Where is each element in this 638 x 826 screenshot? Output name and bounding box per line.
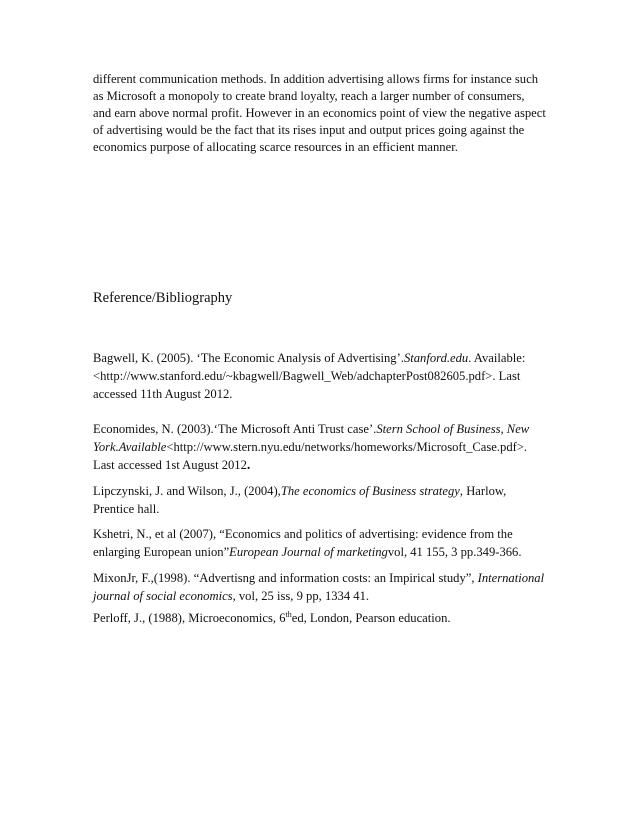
- intro-paragraph: [93, 71, 563, 156]
- ref-url: <http://www.stanford.edu/~kbagwell/Bagwell_Web/adchapterPost082605.pdf>. Last: [93, 369, 521, 383]
- ref-text: Lipczynski, J. and Wilson, J., (2004),: [93, 484, 281, 498]
- reference-entry-mixon: [93, 569, 573, 605]
- ref-text: , Harlow,: [459, 484, 507, 498]
- ref-source: The economics of Business strategy: [280, 484, 460, 498]
- bibliography-heading: Reference/Bibliography: [93, 290, 233, 306]
- ref-text: Bagwell, K. (2005). ‘The Economic Analysis of Advertising’.: [93, 351, 404, 365]
- ref-text: , vol, 25 iss, 9 pp, 1334 41.: [232, 589, 370, 603]
- ref-text: . Available:: [468, 351, 526, 365]
- ref-text: accessed 11th August 2012.: [93, 387, 233, 401]
- ref-url: <http://www.stern.nyu.edu/networks/homeworks/Microsoft_Case.pdf>.: [166, 440, 528, 454]
- ref-text: vol, 41 155, 3 pp.349-366.: [387, 545, 522, 559]
- intro-line: different communication methods. In addition advertising allows firms for instance such: [93, 72, 538, 86]
- ref-source: journal of social economics: [93, 589, 233, 603]
- ref-source: York.Available: [93, 440, 167, 454]
- ref-text: Prentice hall.: [93, 502, 160, 516]
- intro-line: and earn above normal profit. However in an economics point of view the negative aspect: [93, 106, 546, 120]
- reference-entry-perloff: [93, 609, 573, 627]
- ref-text: Last accessed 1st August 2012: [93, 458, 247, 472]
- ref-text: Economides, N. (2003).‘The Microsoft Anti Trust case’.: [93, 422, 377, 436]
- intro-line: as Microsoft a monopoly to create brand loyalty, reach a larger number of consumers,: [93, 89, 525, 103]
- ref-source: Stern School of Business, New: [376, 422, 530, 436]
- ref-text: Kshetri, N., et al (2007), “Economics and politics of advertising: evidence from the: [93, 527, 513, 541]
- reference-entry-lipczynski: [93, 482, 573, 518]
- ref-superscript: th: [285, 610, 292, 619]
- ref-text: MixonJr, F.,(1998). “Advertisng and information costs: an Impirical study”,: [93, 571, 478, 585]
- reference-entry-kshetri: [93, 525, 573, 561]
- ref-text: Perloff, J., (1988), Microeconomics, 6: [93, 611, 286, 625]
- ref-source: European Journal of marketing: [229, 545, 388, 559]
- ref-source: International: [477, 571, 545, 585]
- intro-line: of advertising would be the fact that its rises input and output prices going against the: [93, 123, 525, 137]
- ref-text: enlarging European union”: [93, 545, 230, 559]
- reference-entry-bagwell: [93, 349, 573, 403]
- intro-line: economics purpose of allocating scarce resources in an efficient manner.: [93, 140, 458, 154]
- ref-source: Stanford.edu: [403, 351, 469, 365]
- ref-text: .: [246, 458, 251, 473]
- ref-text: ed, London, Pearson education.: [291, 611, 451, 625]
- reference-entry-economides: [93, 420, 573, 475]
